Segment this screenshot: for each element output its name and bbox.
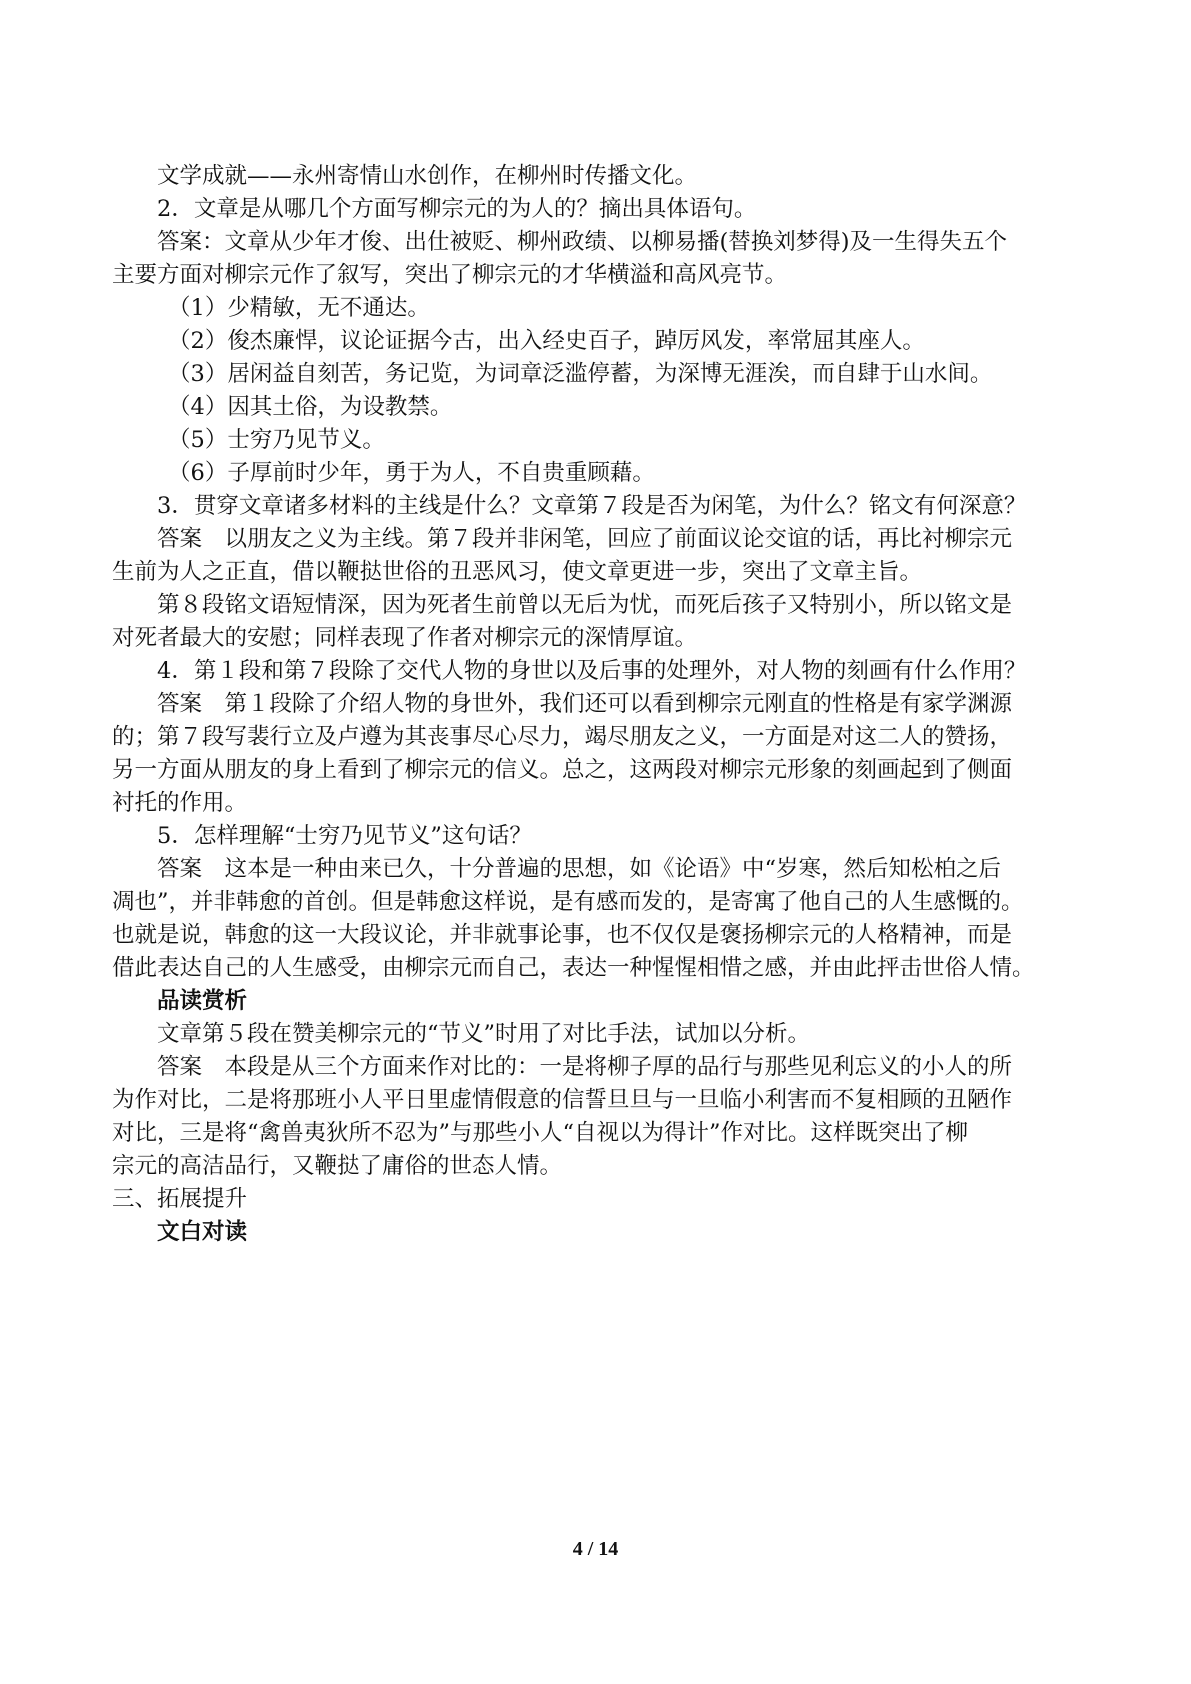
answer-line: 主要方面对柳宗元作了叙写，突出了柳宗元的才华横溢和高风亮节。 xyxy=(112,262,788,288)
answer-line: 答案 第１段除了介绍人物的身世外，我们还可以看到柳宗元刚直的性格是有家学渊源 xyxy=(157,691,1013,717)
question-line: 4．第１段和第７段除了交代人物的身世以及后事的处理外，对人物的刻画有什么作用？ xyxy=(157,658,1027,684)
list-item: （6）子厚前时少年，勇于为人，不自贵重顾藉。 xyxy=(168,460,655,486)
answer-line: 为作对比，二是将那班小人平日里虚情假意的信誓旦旦与一旦临小利害而不复相顾的丑陋作 xyxy=(112,1087,1013,1113)
document-body xyxy=(112,160,1090,1249)
answer-line: 另一方面从朋友的身上看到了柳宗元的信义。总之，这两段对柳宗元形象的刻画起到了侧面 xyxy=(112,757,1013,783)
answer-line: 宗元的高洁品行，又鞭挞了庸俗的世态人情。 xyxy=(112,1153,563,1179)
answer-line: 答案：文章从少年才俊、出仕被贬、柳州政绩、以柳易播(替换刘梦得)及一生得失五个 xyxy=(157,229,1008,255)
list-item: （4）因其土俗，为设教禁。 xyxy=(168,394,453,420)
list-item: （3）居闲益自刻苦，务记览，为词章泛滥停蓄，为深博无涯涘，而自肆于山水间。 xyxy=(168,361,993,387)
answer-line: 答案 本段是从三个方面来作对比的：一是将柳子厚的品行与那些见利忘义的小人的所 xyxy=(157,1054,1013,1080)
answer-line: 对死者最大的安慰；同样表现了作者对柳宗元的深情厚谊。 xyxy=(112,625,698,651)
question-line: 2．文章是从哪几个方面写柳宗元的为人的？摘出具体语句。 xyxy=(157,196,757,222)
answer-line: 生前为人之正直，借以鞭挞世俗的丑恶风习，使文章更进一步，突出了文章主旨。 xyxy=(112,559,923,585)
list-item: （1）少精敏，无不通达。 xyxy=(168,295,430,321)
text-line: 文学成就——永州寄情山水创作，在柳州时传播文化。 xyxy=(157,163,698,189)
answer-line: 答案 这本是一种由来已久，十分普遍的思想，如《论语》中“岁寒，然后知松柏之后 xyxy=(157,856,1002,882)
question-line: 5．怎样理解“士穷乃见节义”这句话？ xyxy=(157,823,532,849)
answer-line: 衬托的作用。 xyxy=(112,790,248,816)
question-line: 3．贯穿文章诸多材料的主线是什么？文章第７段是否为闲笔，为什么？铭文有何深意？ xyxy=(157,493,1027,519)
list-item: （2）俊杰廉悍，议论证据今古，出入经史百子，踔厉风发，率常屈其座人。 xyxy=(168,328,925,354)
answer-line: 第８段铭文语短情深，因为死者生前曾以无后为忧，而死后孩子又特别小，所以铭文是 xyxy=(157,592,1013,618)
section-heading: 品读赏析 xyxy=(157,988,248,1014)
answer-line: 借此表达自己的人生感受，由柳宗元而自己，表达一种惺惺相惜之感，并由此抨击世俗人情。 xyxy=(112,955,1035,981)
answer-line: 答案 以朋友之义为主线。第７段并非闲笔，回应了前面议论交谊的话，再比衬柳宗元 xyxy=(157,526,1013,552)
answer-line: 的；第７段写裴行立及卢遵为其丧事尽心尽力，竭尽朋友之义，一方面是对这二人的赞扬， xyxy=(112,724,1013,750)
page-number: 4 / 14 xyxy=(572,1538,619,1560)
answer-line: 也就是说，韩愈的这一大段议论，并非就事论事，也不仅仅是褒扬柳宗元的人格精神，而是 xyxy=(112,922,1013,948)
answer-line: 凋也”，并非韩愈的首创。但是韩愈这样说，是有感而发的，是寄寓了他自己的人生感慨的。 xyxy=(112,889,1024,915)
list-item: （5）士穷乃见节义。 xyxy=(168,427,385,453)
section-heading: 文白对读 xyxy=(157,1219,248,1245)
question-line: 文章第５段在赞美柳宗元的“节义”时用了对比手法，试加以分析。 xyxy=(157,1021,811,1047)
answer-line: 对比，三是将“禽兽夷狄所不忍为”与那些小人“自视以为得计”作对比。这样既突出了柳 xyxy=(112,1120,969,1146)
part-heading: 三、拓展提升 xyxy=(112,1186,248,1212)
